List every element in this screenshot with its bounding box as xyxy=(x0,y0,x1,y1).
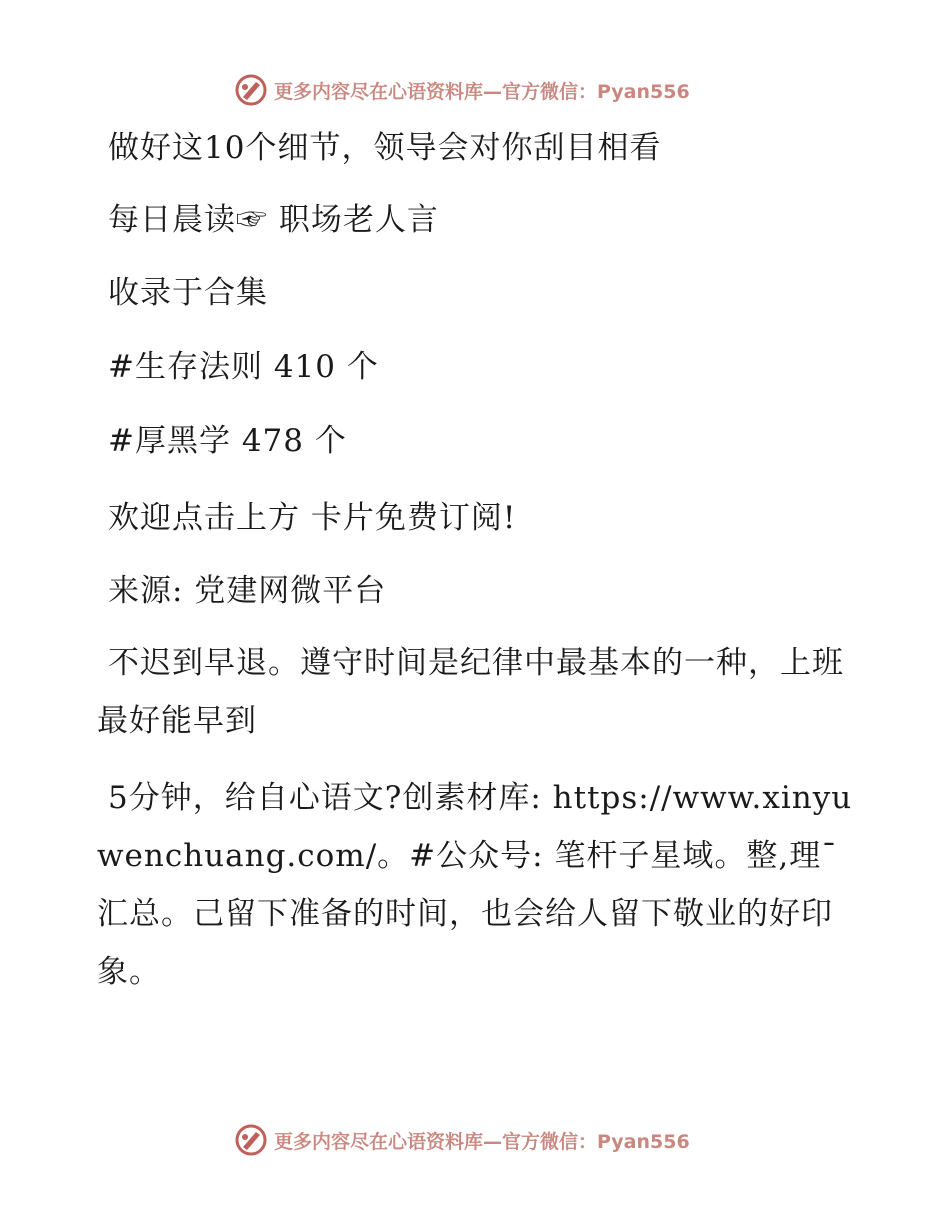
logo-icon xyxy=(234,1123,268,1157)
source-line: 来源: 党建网微平台 xyxy=(108,573,387,609)
paragraph-punctuality: 不迟到早退。遵守时间是纪律中最基本的一种，上班最好能早到 xyxy=(97,645,844,739)
tag-survival-rules: #生存法则 410 个 xyxy=(108,349,379,385)
footer-watermark xyxy=(234,1122,690,1158)
watermark-label: 更多内容尽在心语资料库—官方微信： xyxy=(274,80,598,103)
watermark-text xyxy=(274,77,690,104)
watermark-brand: Pyan556 xyxy=(597,80,690,103)
watermark-label: 更多内容尽在心语资料库—官方微信： xyxy=(274,1130,598,1153)
subtitle-line: 每日晨读☞ 职场老人言 xyxy=(108,202,439,238)
watermark-brand: Pyan556 xyxy=(597,1130,690,1153)
logo-icon xyxy=(234,73,268,107)
watermark-text xyxy=(274,1127,690,1154)
collection-label: 收录于合集 xyxy=(108,275,268,311)
header-watermark xyxy=(234,72,690,108)
article-title: 做好这10个细节，领导会对你刮目相看 xyxy=(108,130,662,166)
tag-thick-black: #厚黑学 478 个 xyxy=(108,423,347,459)
subscribe-line: 欢迎点击上方 卡片免费订阅! xyxy=(108,500,517,536)
paragraph-early-arrival: 5分钟，给自心语文?创素材库: https://www.xinyuwenchuang.com/。#公众号: 笔杆子星域。整,理¯汇总。己留下准备的时间，也会给人留下敬业的好印象。 xyxy=(97,780,853,990)
